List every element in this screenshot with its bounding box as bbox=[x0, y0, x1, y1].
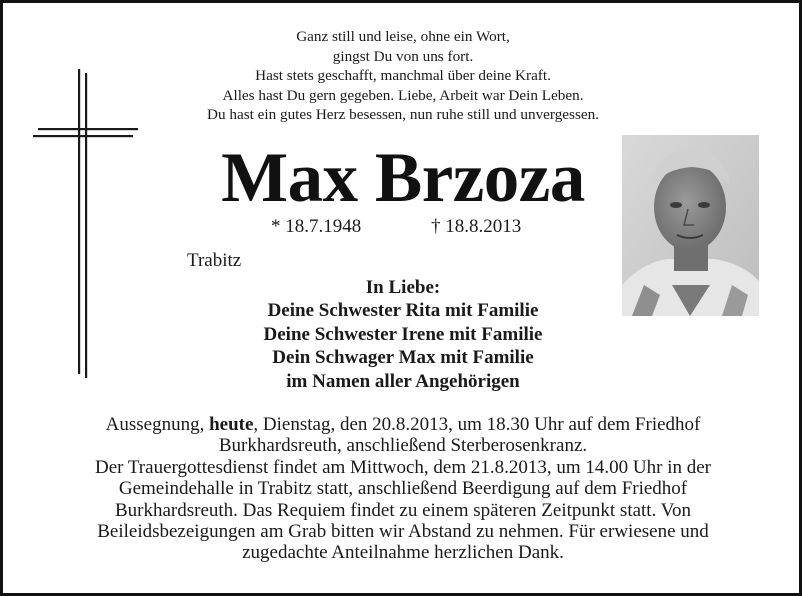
announcement-line: Der Trauergottesdienst findet am Mittwoch, dem 21.8.2013, um 14.00 Uhr in der bbox=[94, 456, 711, 478]
announcement-line: zugedachte Anteilnahme herzlichen Dank. bbox=[242, 542, 564, 564]
mourner-entry: Dein Schwager Max mit Familie bbox=[272, 347, 534, 369]
announcement-line: Burkhardsreuth. Das Requiem findet zu einem späteren Zeitpunkt statt. Von bbox=[114, 499, 692, 521]
poem-line: Du hast ein gutes Herz besessen, nun ruhe still und unvergessen. bbox=[207, 106, 599, 124]
announcement-line: Gemeindehalle in Trabitz statt, anschließend Beerdigung auf dem Friedhof bbox=[118, 478, 688, 500]
poem-line: gingst Du von uns fort. bbox=[332, 47, 474, 65]
mourners-list bbox=[203, 276, 603, 393]
funeral-announcement bbox=[33, 414, 773, 564]
place-of-residence: Trabitz bbox=[187, 250, 242, 271]
announcement-line: Beileidsbezeigungen am Grab bitten wir Abstand zu nehmen. Für erwiesene und bbox=[97, 521, 709, 543]
announcement-text: , Dienstag, den 20.8.2013, um 18.30 Uhr auf dem Friedhof bbox=[253, 414, 701, 435]
deceased-name: Max Brzoza bbox=[221, 139, 585, 217]
announcement-text: Aussegnung, bbox=[105, 414, 210, 435]
death-date: † 18.8.2013 bbox=[431, 216, 522, 237]
poem bbox=[173, 27, 633, 125]
poem-line: Hast stets geschafft, manchmal über deine Kraft. bbox=[255, 67, 551, 85]
poem-line: Ganz still und leise, ohne ein Wort, bbox=[296, 28, 510, 45]
poem-line: Alles hast Du gern gegeben. Liebe, Arbeit war Dein Leben. bbox=[222, 86, 584, 104]
mourners-heading: In Liebe: bbox=[365, 277, 441, 298]
mourner-entry: im Namen aller Angehörigen bbox=[286, 370, 520, 392]
announcement-emphasis: heute bbox=[209, 414, 254, 435]
mourner-entry: Deine Schwester Rita mit Familie bbox=[267, 300, 539, 322]
birth-date: * 18.7.1948 bbox=[271, 216, 362, 237]
announcement-line: Burkhardsreuth, anschließend Sterberosenkranz. bbox=[218, 435, 588, 457]
cross-icon bbox=[33, 69, 143, 379]
mourner-entry: Deine Schwester Irene mit Familie bbox=[263, 323, 543, 345]
portrait-photo bbox=[622, 135, 759, 316]
announcement-line bbox=[33, 414, 773, 435]
